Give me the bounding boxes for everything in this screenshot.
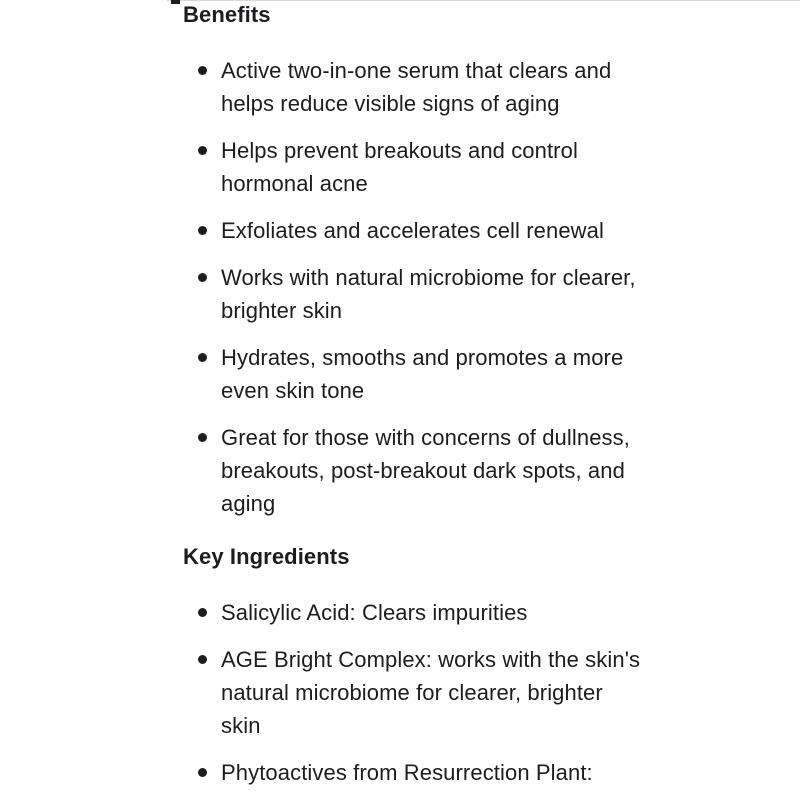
bullet-icon <box>198 608 207 617</box>
bullet-icon <box>198 433 207 442</box>
benefits-heading: Benefits <box>183 2 271 27</box>
list-item <box>198 596 645 629</box>
list-item-text: AGE Bright Complex: works with the skin's natural microbiome for clearer, brighter skin <box>221 647 641 738</box>
bullet-icon <box>198 66 207 75</box>
bullet-icon <box>198 146 207 155</box>
benefits-list <box>183 54 645 520</box>
list-item-text: Works with natural microbiome for clearer, brighter skin <box>221 265 636 323</box>
list-item <box>198 54 645 120</box>
list-item <box>198 756 645 789</box>
list-item-text: Phytoactives from Resurrection Plant: <box>221 760 593 785</box>
list-item-text: Active two-in-one serum that clears and helps reduce visible signs of aging <box>221 58 612 116</box>
product-description-panel[interactable] <box>183 0 645 803</box>
list-item <box>198 214 645 247</box>
bullet-icon <box>198 655 207 664</box>
list-item <box>198 134 645 200</box>
list-item-text: Helps prevent breakouts and control hormonal acne <box>221 138 578 196</box>
list-item-text: Hydrates, smooths and promotes a more even skin tone <box>221 345 624 403</box>
bullet-icon <box>198 768 207 777</box>
list-item <box>198 643 645 742</box>
list-item-text: Exfoliates and accelerates cell renewal <box>221 218 604 243</box>
bullet-icon <box>198 353 207 362</box>
bullet-icon <box>198 226 207 235</box>
key-ingredients-list <box>183 596 645 789</box>
list-item-text: Salicylic Acid: Clears impurities <box>221 600 528 625</box>
list-item-text: Great for those with concerns of dullness, breakouts, post-breakout dark spots, and aging <box>221 425 630 516</box>
list-item <box>198 261 645 327</box>
divider-end-mark <box>171 0 180 4</box>
bullet-icon <box>198 273 207 282</box>
benefits-section <box>183 0 645 520</box>
list-item <box>198 341 645 407</box>
list-item <box>198 421 645 520</box>
key-ingredients-section <box>183 542 645 789</box>
key-ingredients-heading: Key Ingredients <box>183 544 350 569</box>
